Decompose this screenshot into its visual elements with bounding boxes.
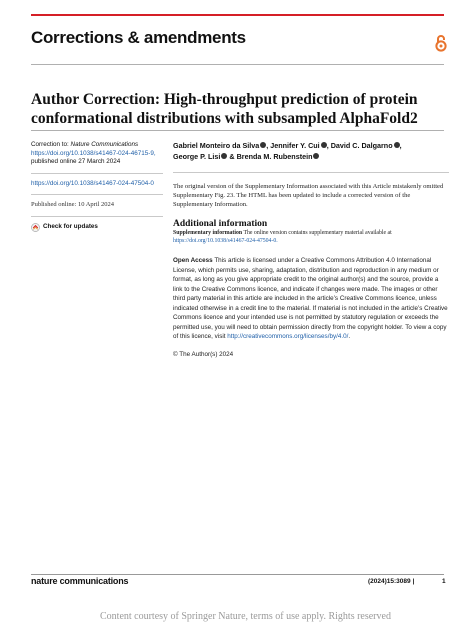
open-access-text: This article is licensed under a Creative Commons Attribution 4.0 International License, which permits use, sharing, adaptation, distribution and reproduction in any medium or format, as long as you give appropriate credit to the original author(s) and the source, provide a link to the Creative Commons licence, and indicate if changes were made. The images or other third party material in this article are included in the article’s Creative Commons licence, unless indicated otherwise in a credit line to the material. If material is not included in the article’s Creative Commons licence and your intended use is not permitted by statutory regulation or exceeds the permitted use, you will need to obtain permission directly from the copyright holder. To view a copy of this licence, visit <box>173 257 448 340</box>
author-name[interactable]: George P. Lisi <box>173 152 221 161</box>
supplementary-info <box>173 229 449 245</box>
footer-divider <box>31 574 444 575</box>
author-name[interactable]: David C. Dalgarno <box>330 141 393 150</box>
authors-divider <box>173 172 449 173</box>
check-updates-label: Check for updates <box>43 223 98 231</box>
open-access-lock-icon <box>433 34 449 52</box>
doi-link[interactable]: https://doi.org/10.1038/s41467-024-47504-0 <box>31 179 154 187</box>
author-list <box>173 140 449 162</box>
author-separator: , <box>266 141 271 150</box>
footer-citation: (2024)15:3089 | <box>368 578 415 585</box>
author-separator: , <box>326 141 331 150</box>
correction-to-label: Correction to: <box>31 141 69 148</box>
copyright: © The Author(s) 2024 <box>173 350 234 358</box>
author-name[interactable]: Jennifer Y. Cui <box>270 141 320 150</box>
published-date: Published online: 10 April 2024 <box>31 201 115 209</box>
license-link[interactable]: http://creativecommons.org/licenses/by/4.0/ <box>227 333 349 340</box>
metadata-divider <box>31 216 163 217</box>
original-doi-link[interactable]: https://doi.org/10.1038/s41467-024-46715-9, <box>31 149 156 157</box>
metadata-divider <box>31 194 163 195</box>
license-end: . <box>348 333 351 340</box>
watermark: Content courtesy of Springer Nature, terms of use apply. Rights reserved <box>100 611 391 622</box>
author-separator: & <box>227 152 237 161</box>
header-accent-bar <box>31 14 444 16</box>
header-divider <box>31 64 444 65</box>
correction-to <box>31 141 163 167</box>
correction-text: The original version of the Supplementary Information associated with this Article mistakenly omitted Supplementary Fig. 23. The HTML has been updated to include a corrected version of the Supplementary Information. <box>173 183 444 208</box>
metadata-divider <box>31 173 163 174</box>
article-body <box>173 140 449 358</box>
author-separator: , <box>399 141 402 150</box>
title-divider <box>31 130 444 131</box>
additional-info-heading: Additional information <box>173 219 268 229</box>
check-for-updates-button[interactable] <box>31 223 163 232</box>
open-access-label: Open Access <box>173 257 213 264</box>
author-name[interactable]: Brenda M. Rubenstein <box>236 152 313 161</box>
orcid-icon[interactable] <box>313 153 319 159</box>
supp-link[interactable]: https://doi.org/10.1038/s41467-024-47504-0. <box>173 238 278 244</box>
article-title: Author Correction: High-throughput prediction of protein conformational distributions with subsampled AlphaFold2 <box>31 91 418 127</box>
section-header: Corrections & amendments <box>31 28 246 47</box>
correction-to-journal: Nature Communications <box>70 141 139 148</box>
page-number: 1 <box>442 578 446 585</box>
supp-label: Supplementary information <box>173 230 243 236</box>
check-updates-icon <box>31 223 40 232</box>
footer-journal: nature communications <box>31 576 129 586</box>
original-published-date: published online 27 March 2024 <box>31 158 121 166</box>
article-metadata <box>31 141 163 232</box>
open-access-statement <box>173 256 449 342</box>
author-name[interactable]: Gabriel Monteiro da Silva <box>173 141 260 150</box>
supp-text: The online version contains supplementary material available at <box>243 230 392 236</box>
